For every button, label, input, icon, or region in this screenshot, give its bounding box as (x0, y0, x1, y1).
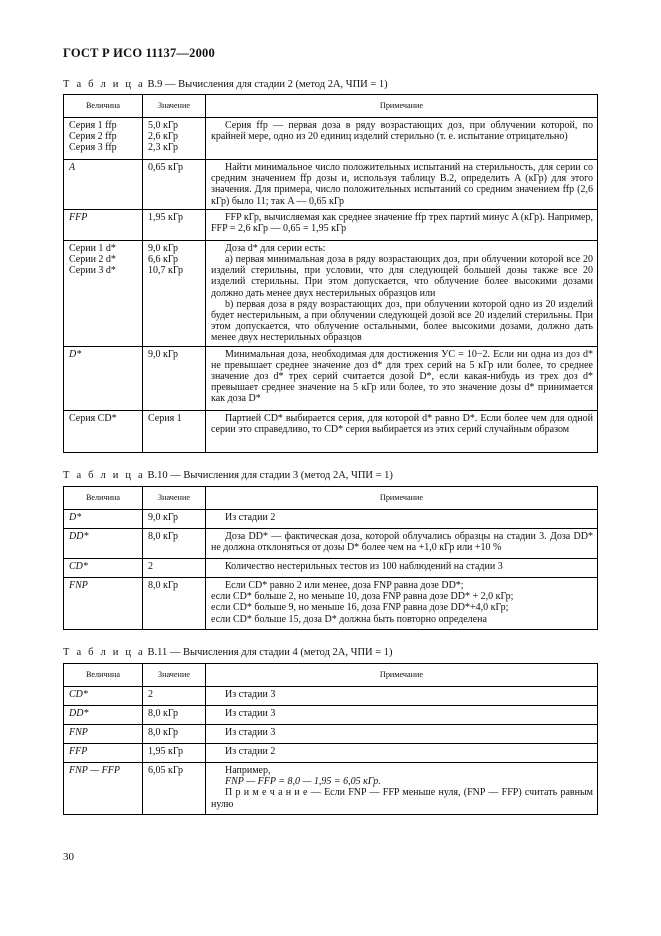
quantity-name: A (69, 162, 76, 173)
value-cell (143, 559, 206, 578)
quantity-name: FFP (69, 746, 88, 757)
column-header: Значение (143, 664, 206, 687)
value-cell (143, 687, 206, 706)
caption-text: В.10 — Вычисления для стадии 3 (метод 2А, ЧПИ = 1) (147, 470, 393, 481)
table-row (64, 744, 598, 763)
note-cell (206, 559, 598, 578)
value-cell (143, 510, 206, 529)
caption-text: В.11 — Вычисления для стадии 4 (метод 2А, ЧПИ = 1) (147, 647, 393, 658)
note-text: FFP кГр, вычисляемая как среднее значение ffp трех партий минус A (кГр). Например, FFP = 2,6 кГр — 0,65 = 1,95 кГр (211, 211, 593, 235)
table-row (64, 725, 598, 744)
quantity-name: DD* (69, 708, 89, 719)
table-row (64, 118, 598, 160)
quantity-name: D* (69, 512, 82, 523)
table-row (64, 160, 598, 210)
note-cell (206, 160, 598, 210)
quantity-name: D* (69, 348, 82, 360)
note-cell (206, 529, 598, 559)
note-text: b) первая доза в ряду возрастающих доз, при облучении которой одно из 20 изделий будет нестерильным, а при облучении следующей дозой все 20 изделий стерильны. При этом допускается, что облучение остальными, более высокими дозами, должно дать менее двух нестерильных образцов (211, 298, 593, 344)
note-cell (206, 725, 598, 744)
document-header: ГОСТ Р ИСО 11137—2000 (63, 46, 215, 60)
table-b11 (63, 663, 598, 815)
value: 8,0 кГр (148, 727, 179, 738)
table-row (64, 240, 598, 346)
value: 9,0 кГр (148, 348, 179, 360)
column-header: Величина (64, 664, 143, 687)
quantity-cell (64, 209, 143, 240)
value: 2,6 кГр (148, 131, 179, 143)
caption-label: Т а б л и ц а (63, 470, 145, 481)
caption-label: Т а б л и ц а (63, 79, 145, 90)
note-text: Партией CD* выбирается серия, для которой d* равно D*. Если более чем для одной серии это справедливо, то CD* серия выбирается из этих серий случайным образом (211, 412, 593, 435)
quantity-cell (64, 687, 143, 706)
value-cell (143, 160, 206, 210)
table-b9 (63, 94, 598, 453)
note-cell (206, 706, 598, 725)
note-cell (206, 510, 598, 529)
quantity-cell (64, 240, 143, 346)
quantity-name: CD* (69, 689, 88, 700)
table-header-row (64, 95, 598, 118)
value: 2 (148, 689, 153, 700)
note-text: Из стадии 2 (225, 512, 276, 523)
quantity-name: FFP (69, 211, 88, 223)
value: 9,0 кГр (148, 512, 179, 523)
quantity-cell (64, 510, 143, 529)
column-header: Примечание (206, 664, 598, 687)
note-text: если CD* больше 2, но меньше 10, доза FNP равна дозе DD* + 2,0 кГр; (211, 591, 514, 603)
note-cell (206, 744, 598, 763)
table-row (64, 706, 598, 725)
note-text: Из стадии 3 (225, 708, 276, 719)
quantity-name: CD* (69, 561, 88, 572)
note-text: Найти минимальное число положительных испытаний на стерильность, для серии со средним значением ffp дозы и, используя таблицу В.2, определить A (кГр) для этого значения. Для примера, число положительных испытаний со средним значением ffp (2,6 кГр) было 11; так A — 0,65 кГр (211, 162, 593, 207)
value-cell (143, 578, 206, 630)
value-cell (143, 346, 206, 410)
column-header: Примечание (206, 487, 598, 510)
value-cell (143, 240, 206, 346)
value: 8,0 кГр (148, 531, 179, 542)
table-header-row (64, 664, 598, 687)
value: 1,95 кГр (148, 211, 184, 223)
value: 2 (148, 561, 153, 572)
note-text: Доза DD* — фактическая доза, которой облучались образцы на стадии 3. Доза DD* не должна отклоняться от дозы D* более чем на +1,0 кГр или +10 % (211, 531, 593, 554)
quantity-cell (64, 160, 143, 210)
note-text: П р и м е ч а н и е — Если FNP — FFP меньше нуля, (FNP — FFP) считать равным нулю (211, 787, 593, 810)
table-row (64, 410, 598, 452)
quantity-name: Серии 1 d* (69, 242, 116, 254)
column-header: Величина (64, 95, 143, 118)
note-text: FNP — FFP = 8,0 — 1,95 = 6,05 кГр. (225, 776, 381, 788)
value: 0,65 кГр (148, 162, 184, 173)
value: 2,3 кГр (148, 142, 179, 154)
note-cell (206, 410, 598, 452)
quantity-cell (64, 725, 143, 744)
note-text: Доза d* для серии есть: (225, 242, 326, 254)
table-b9-caption (63, 79, 388, 90)
note-cell (206, 346, 598, 410)
quantity-name: Серии 2 d* (69, 254, 116, 266)
quantity-cell (64, 578, 143, 630)
value: 6,6 кГр (148, 254, 179, 266)
note-text: Из стадии 2 (225, 746, 276, 757)
value: 5,0 кГр (148, 120, 179, 131)
table-b11-caption (63, 647, 393, 658)
column-header: Значение (143, 487, 206, 510)
note-text: Серия ffp — первая доза в ряду возрастающих доз, при облучении которой, по крайней мере, одно из 20 единиц изделий стерильно (т. е. испытание отрицательно) (211, 120, 593, 143)
note-text: Если CD* равно 2 или менее, доза FNP равна дозе DD*; (225, 580, 464, 591)
value-cell (143, 209, 206, 240)
value-cell (143, 118, 206, 160)
value: 8,0 кГр (148, 580, 179, 591)
value: Серия 1 (148, 412, 182, 424)
value-cell (143, 744, 206, 763)
note-cell (206, 687, 598, 706)
table-row (64, 529, 598, 559)
table-row (64, 209, 598, 240)
caption-label: Т а б л и ц а (63, 647, 145, 658)
note-text: Минимальная доза, необходимая для достижения УС = 10−2. Если ни одна из доз d* не превышает среднее значение доз d* для трех серий на 5 кГр или более, то среднее значение доз d* трех серий считается дозой D*, если какая-нибудь из трех доз d* превышает среднее значение на 5 кГр или более, то это значение дозы d* принимается как доза D* (211, 348, 593, 405)
note-text: если CD* больше 15, доза D* должна быть повторно определена (211, 613, 487, 625)
quantity-cell (64, 529, 143, 559)
value: 6,05 кГр (148, 765, 184, 776)
quantity-cell (64, 118, 143, 160)
value-cell (143, 529, 206, 559)
note-text: а) первая минимальная доза в ряду возрастающих доз, при облучении которой все 20 изделий стерильны, при условии, что для следующей большей дозы также все 20 изделий стерильны. При этом допускается, что облучение более высокими дозами должно дать менее двух нестерильных образцов или (211, 254, 593, 299)
quantity-name: Серии 3 d* (69, 265, 116, 277)
quantity-cell (64, 410, 143, 452)
quantity-name: Серия 2 ffp (69, 131, 117, 143)
note-cell (206, 240, 598, 346)
table-row (64, 346, 598, 410)
quantity-name: DD* (69, 531, 89, 542)
value: 9,0 кГр (148, 242, 179, 254)
quantity-cell (64, 744, 143, 763)
table-b10-caption (63, 470, 393, 481)
value: 1,95 кГр (148, 746, 184, 757)
value: 8,0 кГр (148, 708, 179, 719)
column-header: Величина (64, 487, 143, 510)
note-text: Из стадии 3 (225, 689, 276, 700)
table-row (64, 559, 598, 578)
column-header: Примечание (206, 95, 598, 118)
quantity-name: Серия 3 ffp (69, 142, 117, 154)
note-cell (206, 578, 598, 630)
note-cell (206, 763, 598, 815)
table-row (64, 510, 598, 529)
table-row (64, 687, 598, 706)
column-header: Значение (143, 95, 206, 118)
note-text: Например, (225, 765, 271, 776)
value: 10,7 кГр (148, 265, 184, 277)
value-cell (143, 725, 206, 744)
table-header-row (64, 487, 598, 510)
note-cell (206, 209, 598, 240)
value-cell (143, 706, 206, 725)
quantity-cell (64, 706, 143, 725)
value-cell (143, 763, 206, 815)
note-text: Из стадии 3 (225, 727, 276, 738)
quantity-name: FNP — FFP (69, 765, 120, 776)
value-cell (143, 410, 206, 452)
quantity-name: FNP (69, 580, 88, 591)
table-b10 (63, 486, 598, 630)
caption-text: В.9 — Вычисления для стадии 2 (метод 2А, ЧПИ = 1) (147, 79, 388, 90)
quantity-cell (64, 763, 143, 815)
quantity-name: FNP (69, 727, 88, 738)
table-row (64, 578, 598, 630)
quantity-cell (64, 346, 143, 410)
quantity-name: Серия CD* (69, 412, 117, 424)
note-text: Количество нестерильных тестов из 100 наблюдений на стадии 3 (225, 561, 503, 572)
note-cell (206, 118, 598, 160)
quantity-cell (64, 559, 143, 578)
page-number: 30 (63, 851, 74, 863)
note-text: если CD* больше 9, но меньше 16, доза FNP равна дозе DD*+4,0 кГр; (211, 602, 509, 614)
table-row (64, 763, 598, 815)
quantity-name: Серия 1 ffp (69, 120, 117, 131)
